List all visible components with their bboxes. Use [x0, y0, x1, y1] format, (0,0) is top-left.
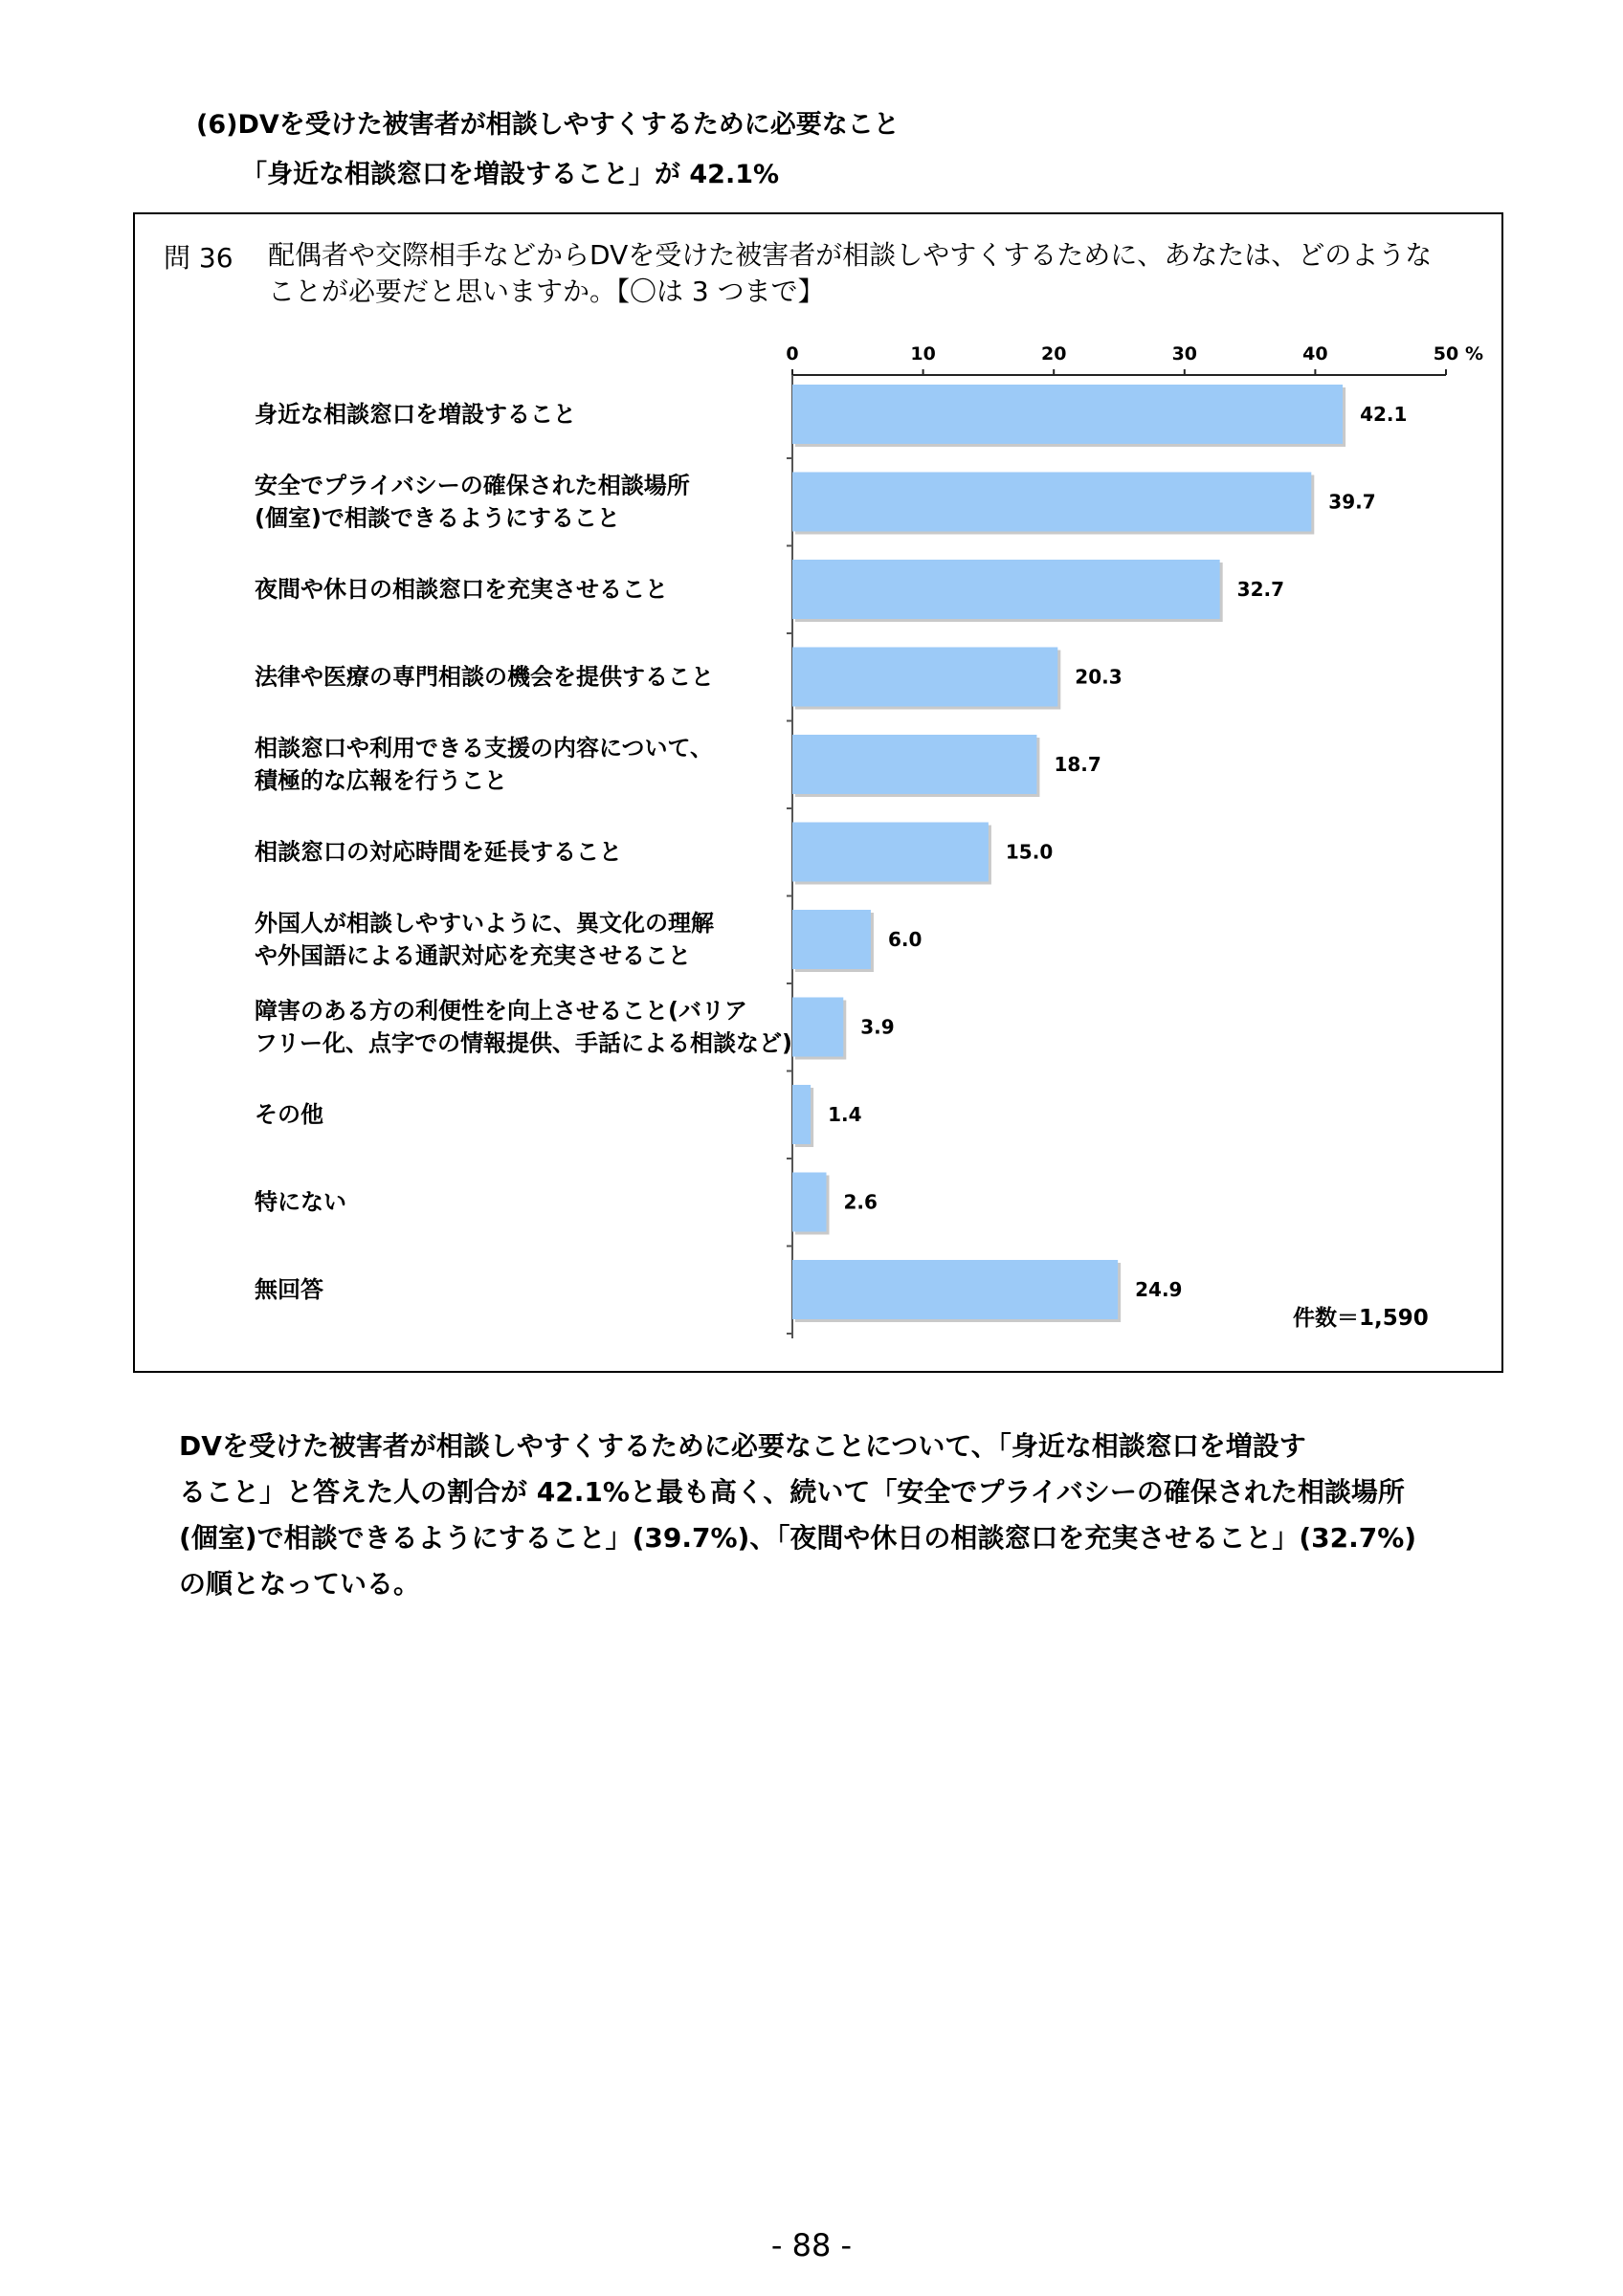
- bar: [792, 910, 871, 969]
- value-label: 3.9: [860, 1015, 895, 1039]
- x-tick-label: 30: [1171, 343, 1198, 364]
- bar: [792, 998, 843, 1057]
- bar: [792, 735, 1036, 794]
- value-label: 6.0: [887, 928, 923, 951]
- bar: [792, 560, 1220, 619]
- category-label: 特にない: [255, 1188, 346, 1216]
- x-axis-unit: %: [1465, 343, 1484, 364]
- x-tick-label: 20: [1040, 343, 1067, 364]
- bar-chart: [135, 214, 1501, 1371]
- bar: [792, 473, 1311, 532]
- category-label: 無回答: [255, 1276, 323, 1303]
- category-label: 相談窓口の対応時間を延長すること: [255, 838, 622, 866]
- category-label: 安全でプライバシーの確保された相談場所: [255, 472, 690, 499]
- value-label: 39.7: [1328, 490, 1376, 514]
- value-label: 18.7: [1054, 753, 1101, 776]
- value-label: 32.7: [1236, 578, 1285, 601]
- bar: [792, 1260, 1118, 1319]
- page-number: - 88 -: [770, 2227, 853, 2263]
- summary-line: の順となっている。: [179, 1568, 421, 1600]
- bar: [792, 1085, 811, 1144]
- category-label: (個室)で相談できるようにすること: [255, 504, 620, 532]
- summary-line: DVを受けた被害者が相談しやすくするために必要なことについて、「身近な相談窓口を増設す: [179, 1430, 1306, 1462]
- bar: [792, 823, 989, 882]
- x-tick-label: 50: [1433, 343, 1459, 364]
- value-label: 24.9: [1135, 1278, 1183, 1301]
- summary-paragraph: [179, 1424, 1500, 1607]
- category-label: 法律や医療の専門相談の機会を提供すること: [255, 663, 714, 691]
- value-label: 1.4: [828, 1103, 862, 1126]
- category-label: 相談窓口や利用できる支援の内容について、: [255, 735, 714, 762]
- summary-line: ること」と答えた人の割合が 42.1%と最も高く、続いて「安全でプライバシーの確保された相談場所: [179, 1476, 1405, 1508]
- category-label: 夜間や休日の相談窓口を充実させること: [255, 576, 668, 603]
- x-tick-label: 40: [1302, 343, 1328, 364]
- section-subheading: 「身近な相談窓口を増設すること」が 42.1%: [241, 160, 780, 189]
- question-panel: [133, 212, 1503, 1373]
- category-label: 積極的な広報を行うこと: [255, 767, 507, 794]
- x-tick-label: 0: [786, 343, 799, 364]
- value-label: 42.1: [1360, 403, 1408, 426]
- question-number: 問 36: [164, 242, 233, 274]
- category-label: フリー化、点字での情報提供、手話による相談など): [255, 1029, 793, 1057]
- value-label: 2.6: [843, 1190, 878, 1214]
- summary-line: (個室)で相談できるようにすること」(39.7%)、「夜間や休日の相談窓口を充実させること」(32.7%): [179, 1522, 1417, 1554]
- bar: [792, 648, 1057, 707]
- section-heading: (6)DVを受けた被害者が相談しやすくするために必要なこと: [196, 110, 900, 140]
- x-tick-label: 10: [910, 343, 936, 364]
- sample-size-annotation: 件数＝1,590: [1293, 1306, 1429, 1331]
- bar: [792, 1173, 827, 1232]
- value-label: 20.3: [1075, 665, 1123, 689]
- bar: [792, 385, 1343, 444]
- category-label: や外国語による通訳対応を充実させること: [255, 942, 691, 969]
- category-label: 外国人が相談しやすいように、異文化の理解: [255, 910, 714, 937]
- category-label: 障害のある方の利便性を向上させること(バリア: [255, 997, 747, 1025]
- question-text: 配偶者や交際相手などからDVを受けた被害者が相談しやすくするために、あなたは、どのようなことが必要だと思いますか。【〇は 3 つまで】: [268, 239, 1433, 307]
- value-label: 15.0: [1005, 840, 1054, 864]
- category-label: 身近な相談窓口を増設すること: [255, 401, 576, 428]
- category-label: その他: [255, 1101, 323, 1128]
